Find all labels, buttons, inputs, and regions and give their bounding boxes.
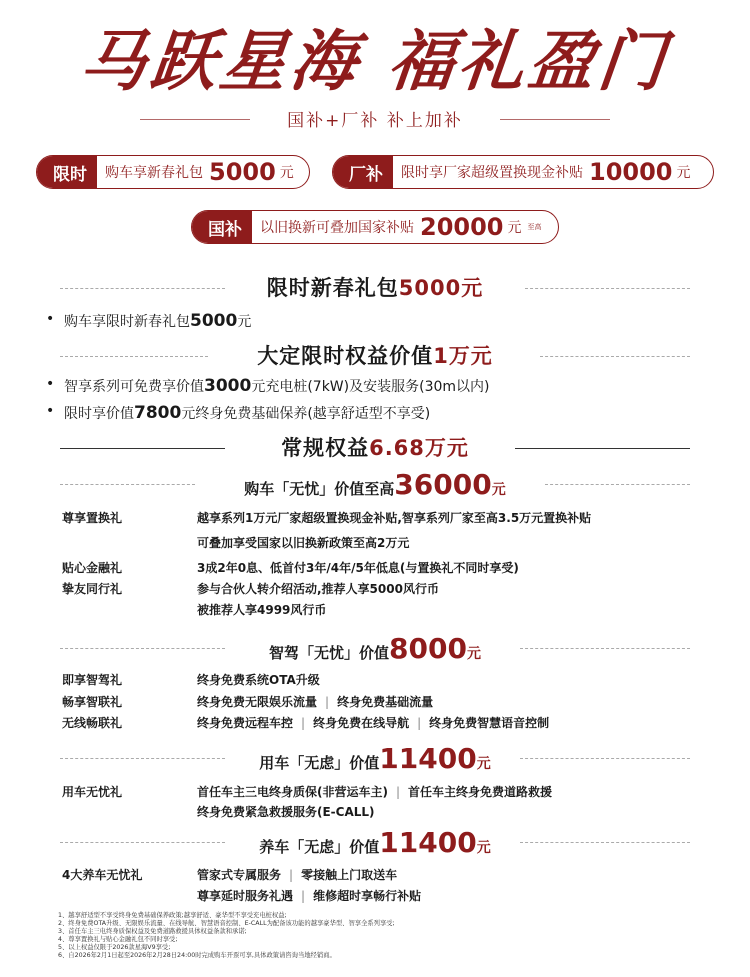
badge-desc: 限时享厂家超级置换现金补贴 <box>401 165 583 181</box>
dash-right <box>520 758 690 759</box>
usage-header <box>0 742 750 775</box>
footnote: 5、以上权益仅限于2026款星海V9享受; <box>58 944 171 952</box>
row-text: 首任车主三电终身质保(非营运车主) | 首任车主终身免费道路救援 <box>197 785 553 799</box>
dash-right <box>520 842 690 843</box>
footnotes <box>58 912 395 961</box>
row-text: 参与合伙人转介绍活动,推荐人享5000风行币 <box>197 582 439 596</box>
badge-desc: 以旧换新可叠加国家补贴 <box>260 220 414 236</box>
headline <box>0 8 750 103</box>
row-label: 无线畅联礼 <box>62 716 123 730</box>
row-text: 可叠加享受国家以旧换新政策至高2万元 <box>197 536 410 550</box>
row-text: 终身免费远程车控 | 终身免费在线导航 | 终身免费智慧语音控制 <box>197 716 550 730</box>
badge-national <box>191 210 559 244</box>
list-item: • 购车享限时新春礼包5000元 <box>64 311 251 331</box>
badge-desc: 购车享新春礼包 <box>105 165 203 181</box>
purchase-title: 购车「无忧」价值至高36000元 <box>244 468 506 501</box>
badge-unit: 元 <box>279 165 294 181</box>
badge-amount: 5000 <box>209 158 276 186</box>
section-title: 大定限时权益价值1万元 <box>257 344 493 368</box>
list-item: • 限时享价值7800元终身免费基础保养(越享舒适型不享受) <box>64 403 430 423</box>
driving-header <box>0 632 750 665</box>
usage-title: 用车「无虑」价值11400元 <box>259 742 491 775</box>
badge-factory <box>332 155 714 189</box>
row-text: 被推荐人享4999风行币 <box>197 603 327 617</box>
row-text: 3成2年0息、低首付3年/4年/5年低息(与置换礼不同时享受) <box>197 561 519 575</box>
row-label: 贴心金融礼 <box>62 561 123 575</box>
badge-tag: 限时 <box>37 156 97 188</box>
headline-right: 福礼盈门 <box>384 22 673 100</box>
section-title: 限时新春礼包5000元 <box>266 276 484 300</box>
dash-right <box>520 648 690 649</box>
subtitle: 国补+厂补 补上加补 <box>287 111 463 131</box>
row-label: 畅享智联礼 <box>62 695 123 709</box>
footnote: 2、终身免费OTA升级、无限娱乐流量、在线导航、智慧语音控制、E-CALL为配备该功能的越享豪华型、智享全系列享受; <box>58 920 395 928</box>
section-title: 常规权益6.68万元 <box>281 436 469 460</box>
purchase-header <box>0 468 750 501</box>
row-text: 终身免费紧急救援服务(E-CALL) <box>197 805 375 819</box>
driving-title: 智驾「无忧」价值8000元 <box>269 632 481 665</box>
footnote: 1、越享舒适型不享受终身免费基础保养政策;越享舒适、豪华型不享受充电桩权益; <box>58 912 287 919</box>
badge-tag: 国补 <box>192 211 252 243</box>
badge-amount: 10000 <box>589 158 673 186</box>
badge-limited <box>36 155 310 189</box>
row-label: 4大养车无忧礼 <box>62 868 143 882</box>
footnote: 3、首任车主三电终身质保权益及免费道路救援具体权益条款和承诺; <box>58 928 247 936</box>
line-right <box>515 448 690 449</box>
dash-right <box>545 484 690 485</box>
row-label: 用车无忧礼 <box>62 785 123 799</box>
list-item: • 智享系列可免费享价值3000元充电桩(7kW)及安装服务(30m以内) <box>64 376 490 396</box>
maintenance-title: 养车「无虑」价值11400元 <box>259 826 491 859</box>
section-spring-gift <box>0 272 750 304</box>
subtitle-row <box>0 104 750 134</box>
badge-note: 至高 <box>527 223 542 231</box>
footnote: 6、自2026年2月1日起至2026年2月28日24:00时完成购车开票可享,具体政策请咨询当地经销商。 <box>58 952 336 960</box>
badge-unit: 元 <box>676 165 691 181</box>
row-text: 越享系列1万元厂家超级置换现金补贴,智享系列厂家至高3.5万元置换补贴 <box>197 511 592 525</box>
dash-right <box>540 356 690 357</box>
row-text: 尊享延时服务礼遇 | 维修超时享畅行补贴 <box>197 889 422 903</box>
row-text: 管家式专属服务 | 零接触上门取送车 <box>197 868 398 882</box>
row-text: 终身免费系统OTA升级 <box>197 673 320 687</box>
subtitle-line-right <box>500 119 610 120</box>
row-label: 即享智驾礼 <box>62 673 123 687</box>
dash-right <box>525 288 690 289</box>
row-label: 挚友同行礼 <box>62 582 123 596</box>
row-text: 终身免费无限娱乐流量 | 终身免费基础流量 <box>197 695 434 709</box>
headline-left: 马跃星海 <box>76 22 365 100</box>
badge-tag: 厂补 <box>333 156 393 188</box>
footnote: 4、尊享置换礼与贴心金融礼包不同时享受; <box>58 936 178 944</box>
badge-amount: 20000 <box>420 213 504 241</box>
maintenance-header <box>0 826 750 859</box>
section-regular-benefit <box>0 432 750 464</box>
section-order-benefit <box>0 340 750 372</box>
row-label: 尊享置换礼 <box>62 511 123 525</box>
badge-unit: 元 <box>507 220 522 236</box>
